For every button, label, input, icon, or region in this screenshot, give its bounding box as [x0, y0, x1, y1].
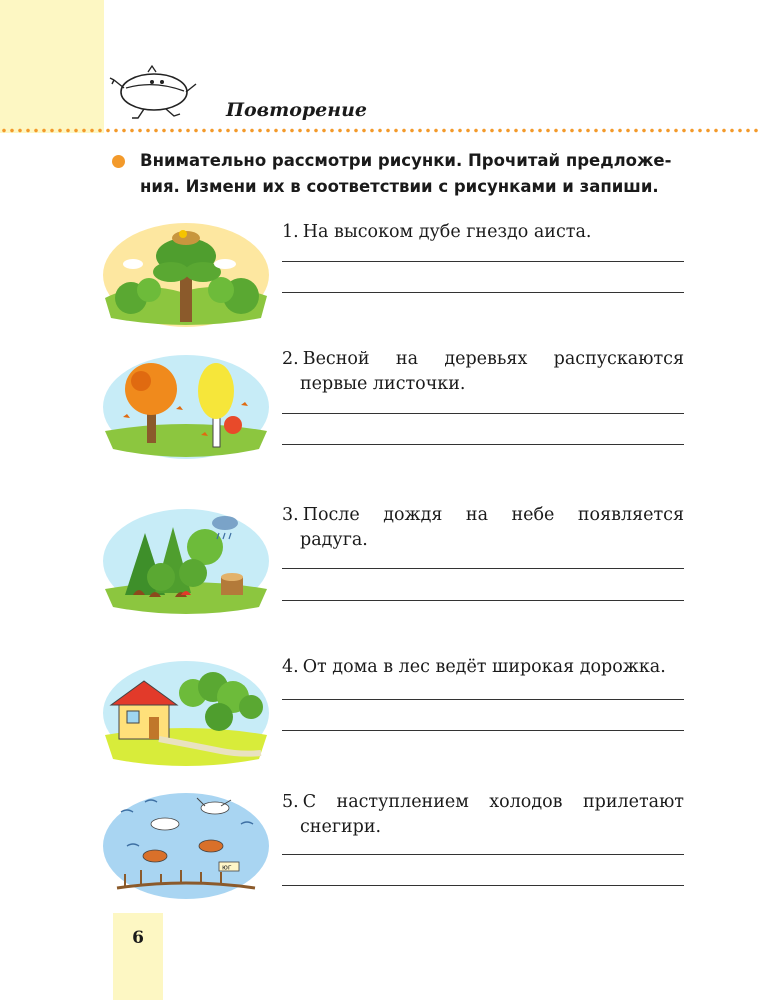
autumn-trees-picture — [101, 347, 271, 462]
answer-line[interactable] — [282, 854, 684, 855]
exercise-3-number: 3. — [282, 505, 299, 525]
page-number: 6 — [132, 928, 144, 948]
task-line-1: Внимательно рассмотри рисунки. Прочитай предложе- — [140, 151, 672, 170]
answer-line[interactable] — [282, 292, 684, 293]
exercise-4-number: 4. — [282, 657, 299, 677]
exercise-4-text: От дома в лес ведёт широкая дорожка. — [302, 657, 666, 677]
answer-line[interactable] — [282, 413, 684, 414]
exercise-3-sentence — [282, 503, 684, 553]
house-and-path-picture — [101, 655, 271, 770]
page-number-tab — [113, 913, 163, 1000]
answer-line[interactable] — [282, 261, 684, 262]
bullet-icon — [112, 155, 125, 168]
exercise-5-number: 5. — [282, 792, 299, 812]
dotted-divider — [0, 128, 760, 133]
tree-with-stork-nest-picture — [101, 220, 271, 330]
answer-line[interactable] — [282, 600, 684, 601]
task-instruction — [112, 148, 692, 200]
exercise-3-text-continued: радуга. — [300, 530, 368, 550]
exercise-2-sentence — [282, 347, 684, 397]
answer-line[interactable] — [282, 568, 684, 569]
exercise-1-sentence — [282, 220, 684, 245]
exercise-1-number: 1. — [282, 222, 299, 242]
exercise-3-text: После дождя на небе появляется — [302, 505, 684, 525]
running-mascot-icon — [108, 58, 200, 122]
task-line-2: ния. Измени их в соответствии с рисунками и запиши. — [140, 177, 659, 196]
exercise-5-sentence — [282, 790, 684, 840]
forest-mushrooms-rain-picture — [101, 503, 271, 618]
section-title: Повторение — [226, 99, 368, 121]
margin-strip — [0, 0, 104, 133]
answer-line[interactable] — [282, 885, 684, 886]
answer-line[interactable] — [282, 444, 684, 445]
migrating-birds-picture — [101, 790, 271, 905]
exercise-2-text: Весной на деревьях распускаются — [302, 349, 684, 369]
exercise-1-text: На высоком дубе гнездо аиста. — [302, 222, 592, 242]
exercise-2-number: 2. — [282, 349, 299, 369]
exercise-2-text-continued: первые листочки. — [300, 374, 466, 394]
answer-line[interactable] — [282, 699, 684, 700]
exercise-4-sentence — [282, 655, 684, 680]
exercise-5-text: С наступлением холодов прилетают — [302, 792, 684, 812]
answer-line[interactable] — [282, 730, 684, 731]
direction-sign-label: юг — [222, 863, 232, 872]
exercise-5-text-continued: снегири. — [300, 817, 382, 837]
